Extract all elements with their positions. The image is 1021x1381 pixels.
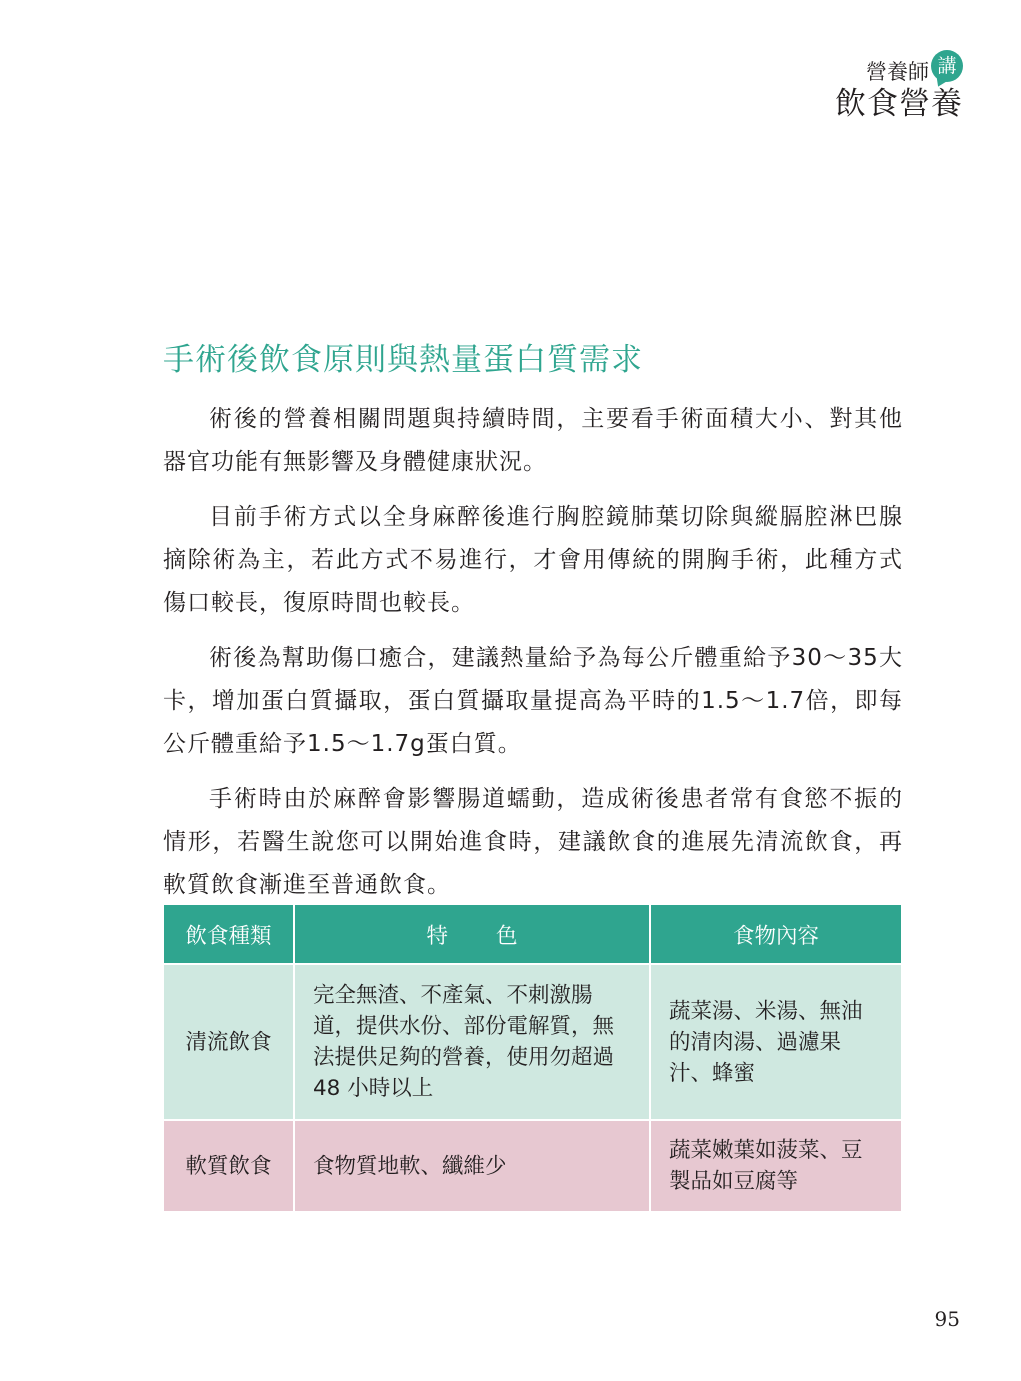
paragraph: 目前手術方式以全身麻醉後進行胸腔鏡肺葉切除與縱膈腔淋巴腺摘除術為主，若此方式不易進行，才會用傳統的開胸手術，此種方式傷口較長，復原時間也較長。 xyxy=(163,504,903,616)
brand-title: 飲食營養 xyxy=(835,86,963,122)
paragraph: 術後為幫助傷口癒合，建議熱量給予為每公斤體重給予30～35大卡，增加蛋白質攝取，蛋白質攝取量提高為平時的1.5～1.7倍，即每公斤體重給予1.5～1.7g蛋白質。 xyxy=(163,645,903,757)
table-header-row xyxy=(163,904,902,964)
brand-logo xyxy=(835,50,963,122)
header-diet-type: 飲食種類 xyxy=(163,904,294,964)
speech-bubble-icon: 講 xyxy=(931,50,963,82)
food-content-cell: 蔬菜湯、米湯、無油的清肉湯、過濾果汁、蜂蜜 xyxy=(650,964,902,1120)
diet-type-cell: 清流飲食 xyxy=(163,964,294,1120)
body-text xyxy=(163,398,903,919)
brand-small-text: 營養師 xyxy=(866,60,929,84)
header-food-content: 食物內容 xyxy=(650,904,902,964)
page-number: 95 xyxy=(934,1307,960,1331)
paragraph: 術後的營養相關問題與持續時間，主要看手術面積大小、對其他器官功能有無影響及身體健康狀況。 xyxy=(163,406,903,475)
section-title: 手術後飲食原則與熱量蛋白質需求 xyxy=(163,342,643,378)
food-content-cell: 蔬菜嫩葉如菠菜、豆製品如豆腐等 xyxy=(650,1120,902,1212)
paragraph: 手術時由於麻醉會影響腸道蠕動，造成術後患者常有食慾不振的情形，若醫生說您可以開始進食時，建議飲食的進展先清流飲食，再軟質飲食漸進至普通飲食。 xyxy=(163,786,903,898)
feature-cell: 食物質地軟、纖維少 xyxy=(294,1120,650,1212)
header-feature xyxy=(294,904,650,964)
table-row xyxy=(163,964,902,1120)
diet-type-cell: 軟質飲食 xyxy=(163,1120,294,1212)
feature-cell: 完全無渣、不產氣、不刺激腸道，提供水份、部份電解質，無法提供足夠的營養，使用勿超過 48 小時以上 xyxy=(294,964,650,1120)
header-feature-label: 特色 xyxy=(426,923,566,949)
diet-table xyxy=(162,903,903,1213)
table-row xyxy=(163,1120,902,1212)
